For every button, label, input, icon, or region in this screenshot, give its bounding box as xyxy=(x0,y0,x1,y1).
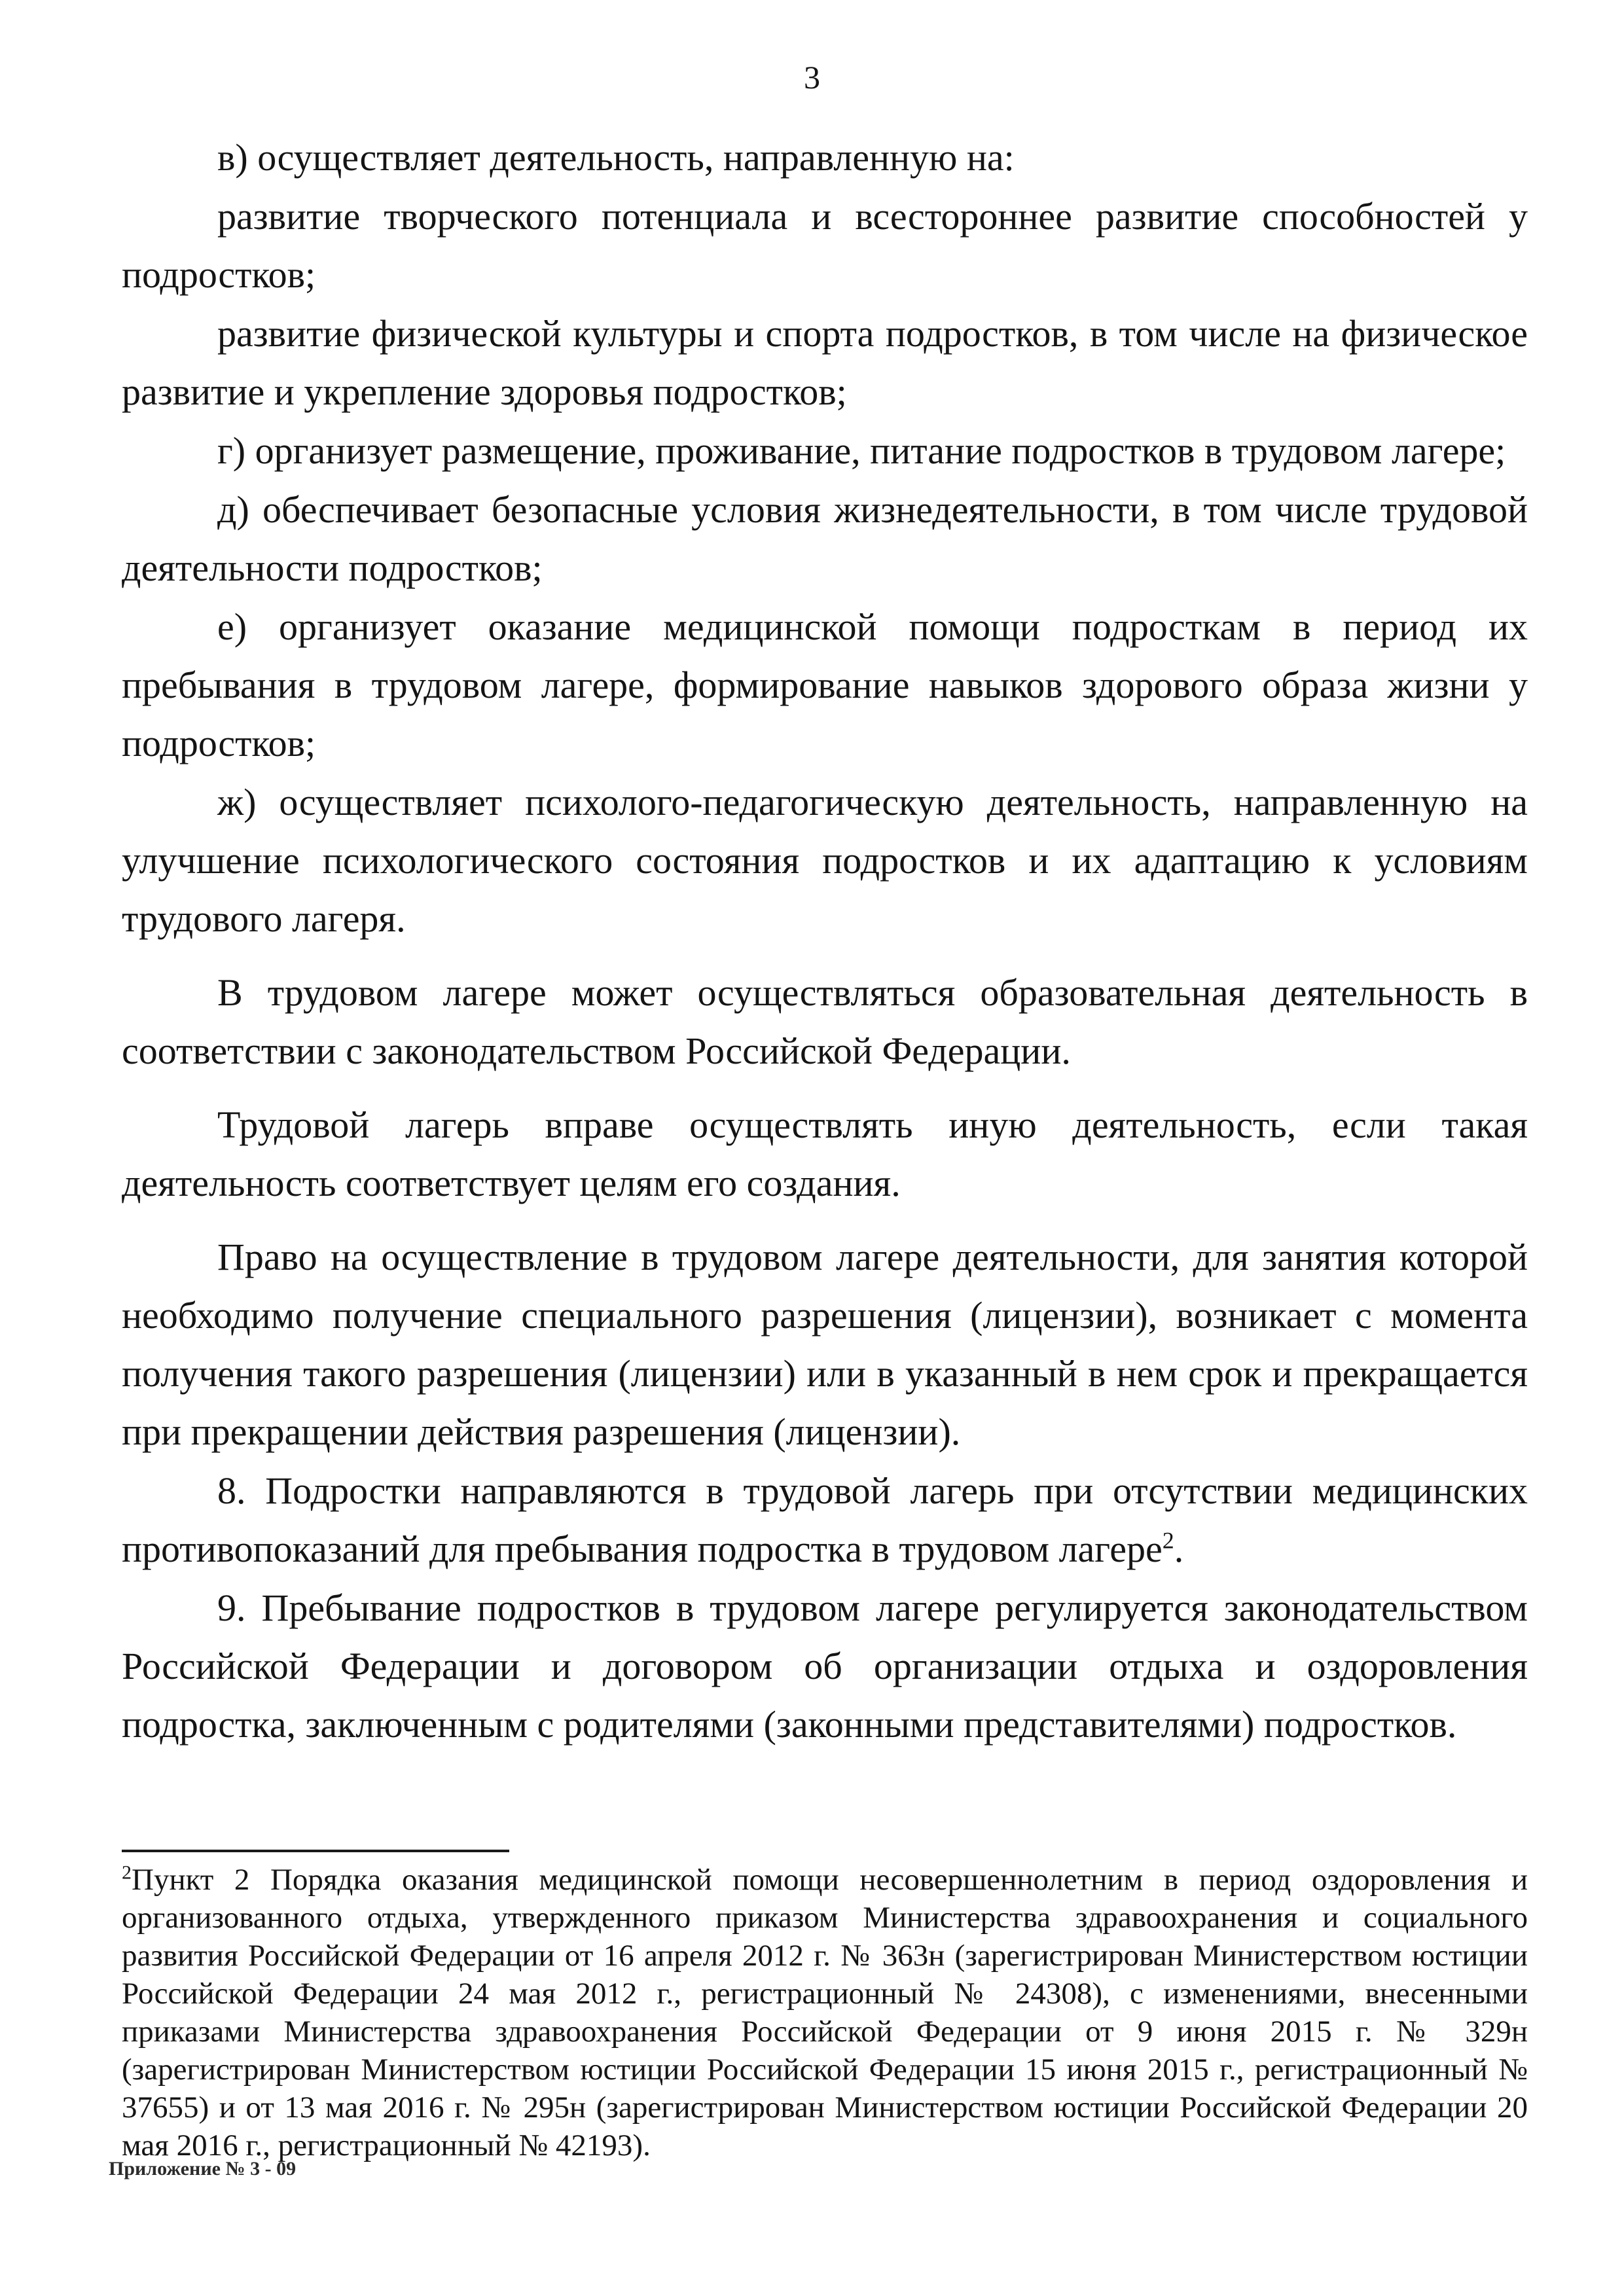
footnote-separator xyxy=(122,1850,509,1852)
paragraph-other-activity: Трудовой лагерь вправе осуществлять иную деятельность, если такая деятельность соответствует целям его создания. xyxy=(122,1103,1528,1204)
paragraph-9-stay: 9. Пребывание подростков в трудовом лагере регулируется законодательством Российской Федерации и договором об организации отдыха и оздоровления подростка, заключенным с родителями (законными представителями) подростков. xyxy=(122,1587,1528,1746)
paragraph-8-period: . xyxy=(1174,1528,1184,1570)
paragraph-physical-culture: развитие физической культуры и спорта подростков, в том числе на физическое развитие и укрепление здоровья подростков; xyxy=(122,312,1528,413)
paragraph-v-activity: в) осуществляет деятельность, направленную на: xyxy=(217,136,1015,179)
paragraph-zh-psychology: ж) осуществляет психолого-педагогическую деятельность, направленную на улучшение психологического состояния подростков и их адаптацию к условиям трудового лагеря. xyxy=(122,781,1528,940)
footnote-reference[interactable]: 2 xyxy=(1162,1527,1174,1554)
paragraph-license: Право на осуществление в трудовом лагере деятельности, для занятия которой необходимо получение специального разрешения (лицензии), возникает с момента получения такого разрешения (лицензии) или в указанный в нем срок и прекращается при прекращении действия разрешения (лицензии). xyxy=(122,1236,1528,1453)
main-text xyxy=(122,128,1528,1754)
paragraph-8-text: 8. Подростки направляются в трудовой лагерь при отсутствии медицинских противопоказаний для пребывания подростка в трудовом лагере xyxy=(122,1469,1528,1570)
footnote-text: Пункт 2 Порядка оказания медицинской помощи несовершеннолетним в период оздоровления и организованного отдыха, утвержденного приказом Министерства здравоохранения и социального развития Российской Федерации от 16 апреля 2012 г. № 363н (зарегистрирован Министерством юстиции Российской Федерации 24 мая 2012 г., регистрационный № 24308), с изменениями, внесенными приказами Министерства здравоохранения Российской Федерации от 9 июня 2015 г. № 329н (зарегистрирован Министерством юстиции Российской Федерации 15 июня 2015 г., регистрационный № 37655) и от 13 мая 2016 г. № 295н (зарегистрирован Министерством юстиции Российской Федерации 20 мая 2016 г., регистрационный № 42193). xyxy=(122,1863,1528,2162)
page-number: 3 xyxy=(804,59,820,96)
paragraph-creative-potential: развитие творческого потенциала и всестороннее развитие способностей у подростков; xyxy=(122,195,1528,296)
footnote-marker: 2 xyxy=(122,1861,132,1884)
paragraph-d-safety: д) обеспечивает безопасные условия жизнедеятельности, в том числе трудовой деятельности подростков; xyxy=(122,488,1528,589)
paragraph-8-referral xyxy=(122,1462,1528,1578)
paragraph-g-accommodation: г) организует размещение, проживание, питание подростков в трудовом лагере; xyxy=(217,429,1506,472)
appendix-label: Приложение № 3 - 09 xyxy=(109,2158,297,2179)
footnote xyxy=(122,1861,1528,2164)
paragraph-e-medical: е) организует оказание медицинской помощи подросткам в период их пребывания в трудовом лагере, формирование навыков здорового образа жизни у подростков; xyxy=(122,605,1528,764)
paragraph-education: В трудовом лагере может осуществляться образовательная деятельность в соответствии с законодательством Российской Федерации. xyxy=(122,971,1528,1072)
